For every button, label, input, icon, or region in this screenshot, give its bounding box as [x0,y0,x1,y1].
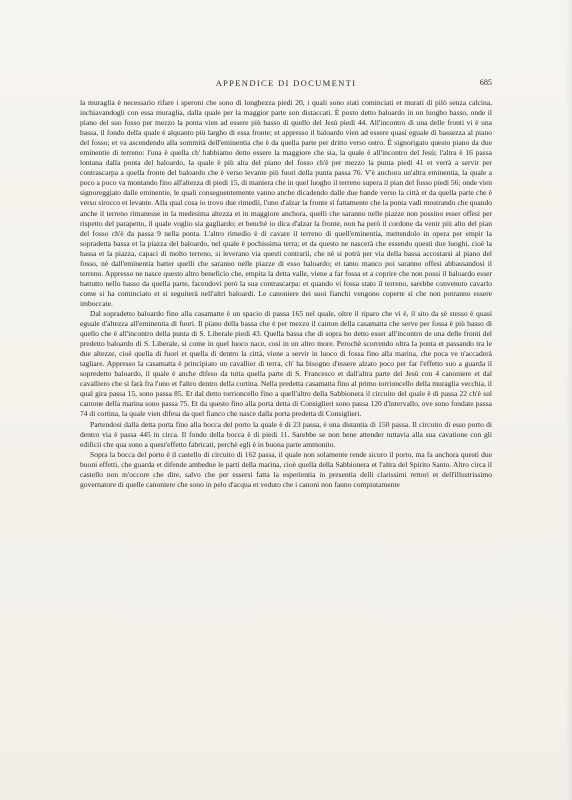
page-number: 685 [479,78,492,87]
paragraph: Sopra la bocca del porto è il castello di circuito di 162 passa, il quale non solamente rende sicuro il porto, ma fa anchora questi due buoni effetti, che guarda et difende ambedue le parti della marina, cioè quella della Sabbionera et l'altra del Spirito Santo. Altro circa il castello non m'occore che dire, salvo che per essersi fatta la esperientia in presentia delli clarissimi rettori et dell'illustrissimo governatore di quelle canoniere che sono in pelo d'acqua et veduto che i canoni non fanno compiutamente [80,449,492,489]
paragraph: Partendosi dalla detta porta fino alla bocca del porto la quale è di 23 passa, è una distantia di 150 passa. Il circuito di esso porto di dentro via è passa 445 in circa. Il fondo della bocca è di piedi 11. Sarebbe se non bene attender tuttavia alla sua cavatione con gli edificii che qua sono a quest'effetto fabricati, perchè egli è in buona parte ammonito. [80,419,492,449]
running-title: APPENDICE DI DOCUMENTI [215,78,357,88]
page-header [80,78,492,90]
paragraph: Dal sopradetto baloardo fino alla casamatte è un spacio di passa 165 nel quale, oltre il riparo che vi è, il sito da sè stesso è quasi eguale d'altezza all'eminentia di fuori. Il piano della bassa che è per mezzo il canton della casamatta che serve per fossa è più basso di quello che è all'incontro della punta di S. Liberale piedi 43. Quella bassa che di sopra ho detto esser all'incontro de una delle fronti del predetto baloardo di S. Liberale, si come in quel luoco nace, così in un altro more. Perochè scorrendo oltra la ponta et passando tra le due altezze, cioè quella di fuori et quella di dentro la città, viene a servir in luoco di fossa fino alla marina, che poca ve n'accaderà tagliare. Appresso la casamatta è principiato un cavallier di terra, ch' ha bisogno d'essere alzato poco per far l'effetto suo a guarda il sopredetto baloardo, il quale è anche difeso da tutta quella parte di S. Francesco et dall'altra parte del Jesù con 4 canoniere et dal cavalliero che si farà fra l'uno et l'altro dentro della cortina. Nella predetta casamatta fino al primo torrioncello della muraglia vecchia, il qual gira passa 15, sono passa 85. Et dal detto torrioncello fino a quell'altro della Sabbionera il circuito del quale è di passa 22 ch'è sul cantone della marina sono passa 75. Et da questo fino alla porta detta di Consiglieri sono passa 120 d'intervallo, ove sono fondate passa 74 di cortina, la quale vien difesa da quel fianco che nasce dalla porta predetta di Consiglieri. [80,308,492,419]
body-text [80,98,492,490]
paragraph: la muraglia è necessario rifare i speroni che sono di longhezza piedi 20, i quali sono stati cominciati et murati di pilò senza calcina, inchiavandogli con essa muraglia, dalla quale per la maggior parte son distaccati. È posto detto baloardo in un luogho basso, onde il piano del suo fosso per mezzo la ponta vien ad essere più basso di quello del Jesù piedi 44. All'incontro di una delle fronti vi è una bassa, il fondo della quale è alquanto più largho di essa fronte; et appresso il baloardo vien ad essere quasi eguale di bassezza al piano del fosso; et va ascendendo alla sommità dell'eminentia che è da quella parte per dritto verso ostro. È signorigato questo piano da due eminentie di terreno: l'una è quella ch' habbiamo detto essere la maggiore che sia, la quale è all'incontro del Jesù; l'altra è 16 passa lontana dalla ponta del baloardo, la quale è più alta del piano del fosso ch'è per mezzo la punta piedi 41 et verrà a servir per contrascarpa a quella fronte del baloardo che è verso levante più fuori della punta passa 76. V'è anchora un'altra eminentia, la quale a poco a poco va montando fino all'altezza di piedi 15, di maniera che in quel luogho il terreno supera il pian del fosso piedi 56; onde vien signoreggiato dalle eminentie, le quali conseguentemente vanno anche dicadendo dalle due bande verso la città et da quella parte che è verso sirocco et levante. Alla qual cosa io trovo due rimedii, l'uno d'alzar la fronte sì fattamente che la ponta vadi mostrando che quando anche il terreno rimanesse in la medesima altezza et in maggiore anchora, quelli che saranno nelle piazze non possino esser offesi per rispetto del parapetto, il quale voglio sia gagliardo; et benchè io dica d'alzar la fronte, non ha però il cordone da venir più alto del pian del fosso ch'è da passa 9 nella ponta. L'altro rimedio è di cavare il terreno di quell'eminentia, mettendolo in opera per empir la sopradetta bassa et la piazza del baloardo, nel quale è pochissima terra; et da questo ne nascerà che essendo questi due luoghi, cioè la bassa et la piazza, capaci di molto terreno, si leverano via questi contrarii, che nè si potrà per via della bassa accostarsi al piano del fosso, nè dall'eminentia batter quelli che saranno nelle piazze di esso baloardo; et tanto manco poi saranno offesi abbassandosi il terreno. Appresso ne nasce questo altro beneficio che, empita la detta valle, viene a far fossa et a coprire che non possi il baloardo esser battutto nello basso da quella parte, facendovi però la sua contrascarpa: et quando vi fossa stato il terreno, sarebbe convenuto cavarlo come si ha cominciato et si seguiterà nell'altri baloardi. Le canoniere dei suoi fianchi vengono coperte sì che non potranno essere imboccate. [80,98,492,308]
page-edge-shadow [566,0,572,800]
